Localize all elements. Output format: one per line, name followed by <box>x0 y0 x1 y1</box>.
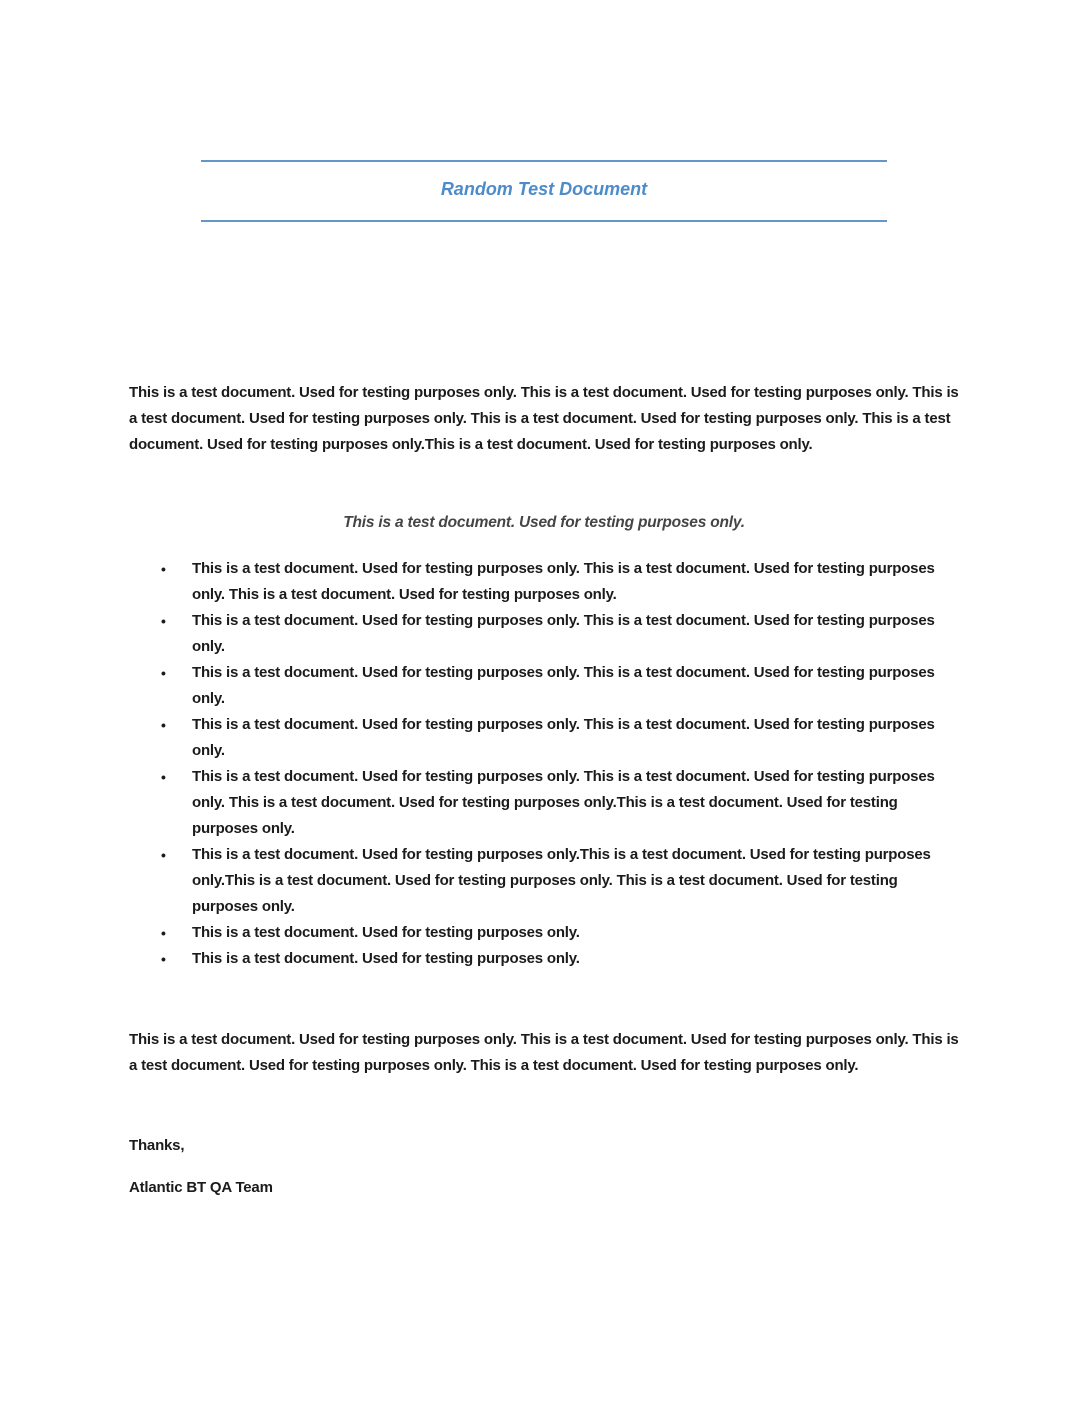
signature-text: Atlantic BT QA Team <box>129 1179 273 1196</box>
document-subtitle: This is a test document. Used for testing purposes only. <box>343 514 745 531</box>
list-item <box>129 764 959 842</box>
list-item-text: This is a test document. Used for testing purposes only. This is a test document. Used for testing purposes only. <box>192 716 935 759</box>
list-item-text: This is a test document. Used for testing purposes only. This is a test document. Used for testing purposes only. <box>192 664 935 707</box>
list-item-text: This is a test document. Used for testing purposes only. This is a test document. Used for testing purposes only. <box>192 612 935 655</box>
bullet-icon: • <box>161 951 166 967</box>
list-item-text: This is a test document. Used for testing purposes only. This is a test document. Used for testing purposes only. This is a test document. Used for testing purposes only.This is a test document. Used for testing purposes only. <box>192 768 935 837</box>
closing-paragraph: This is a test document. Used for testing purposes only. This is a test document. Used for testing purposes only. This is a test document. Used for testing purposes only. This is a test document. Used for testing purposes only. <box>129 1031 959 1074</box>
bullet-icon: • <box>161 613 166 629</box>
title-block <box>201 160 887 222</box>
bullet-icon: • <box>161 769 166 785</box>
page-title: Random Test Document <box>440 179 648 199</box>
bullet-icon: • <box>161 847 166 863</box>
list-item <box>129 712 959 764</box>
document-body <box>129 380 959 1201</box>
intro-paragraph: This is a test document. Used for testing purposes only. This is a test document. Used for testing purposes only. This is a test document. Used for testing purposes only. This is a test document. Used for testing purposes only. This is a test document. Used for testing purposes only.This is a test document. Used for testing purposes only. <box>129 384 959 453</box>
list-item-text: This is a test document. Used for testing purposes only. This is a test document. Used for testing purposes only. This is a test document. Used for testing purposes only. <box>192 560 935 603</box>
list-item <box>129 556 959 608</box>
list-item <box>129 842 959 920</box>
list-item <box>129 660 959 712</box>
list-item <box>129 920 959 946</box>
list-item-text: This is a test document. Used for testing purposes only. <box>192 924 580 941</box>
list-item-text: This is a test document. Used for testing purposes only. <box>192 950 580 967</box>
bullet-icon: • <box>161 665 166 681</box>
bullet-icon: • <box>161 925 166 941</box>
bullet-icon: • <box>161 717 166 733</box>
signoff-text: Thanks, <box>129 1137 185 1154</box>
list-item <box>129 946 959 972</box>
bullet-icon: • <box>161 561 166 577</box>
bullet-list <box>129 556 959 972</box>
list-item <box>129 608 959 660</box>
list-item-text: This is a test document. Used for testing purposes only.This is a test document. Used for testing purposes only.This is a test document. Used for testing purposes only. This is a test document. Used for testing purposes only. <box>192 846 931 915</box>
